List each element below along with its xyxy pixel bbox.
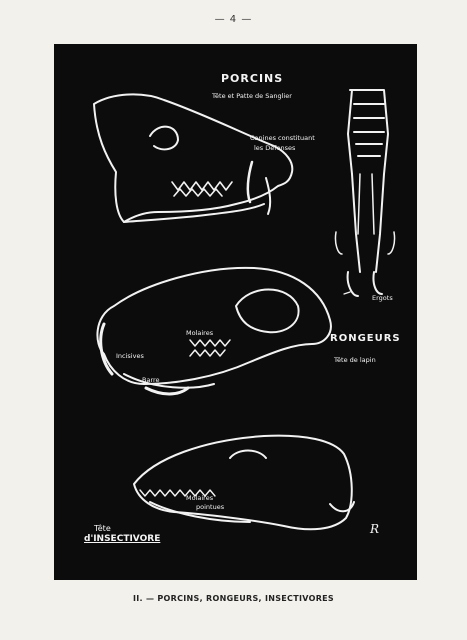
rabbit-diastema: [146, 388, 188, 394]
porcins-subtitle: Tête et Patte de Sanglier: [212, 92, 292, 100]
insectivore-label-line1: Tête: [94, 524, 111, 533]
rabbit-orbit: [236, 290, 299, 333]
molaires-pointues-line1: Molaires: [186, 494, 214, 502]
canines-label-line2: les Défenses: [254, 144, 296, 152]
insectivore-skull-outline: [134, 436, 352, 530]
artist-monogram: R: [370, 522, 380, 536]
barre-label: Barre: [142, 376, 160, 384]
incisives-label: Incisives: [116, 352, 144, 360]
molaires-label: Molaires: [186, 329, 214, 337]
figure-caption: II. — PORCINS, RONGEURS, INSECTIVORES: [133, 594, 334, 603]
page-number: — 4 —: [214, 14, 253, 25]
molaires-pointues-line2: pointues: [196, 503, 225, 511]
ergots-label: Ergots: [372, 294, 393, 302]
anatomy-drawing: [54, 44, 417, 580]
rabbit-jaw: [124, 374, 214, 388]
rongeurs-subtitle: Tête de lapin: [334, 356, 376, 364]
rabbit-skull-outline: [97, 268, 330, 384]
boar-hooves: [348, 272, 382, 296]
boar-tusk: [248, 162, 252, 202]
boar-tusk-lower: [266, 178, 270, 214]
porcins-title: PORCINS: [221, 72, 284, 85]
insectivore-orbit: [230, 451, 266, 459]
rongeurs-title: RONGEURS: [330, 333, 401, 344]
insectivore-label-line2: d'INSECTIVORE: [84, 534, 161, 544]
canines-label-line1: Canines constituant: [250, 134, 315, 142]
boar-skull-outline: [94, 94, 292, 222]
illustration-plate: [54, 44, 417, 580]
boar-orbit: [150, 127, 178, 150]
